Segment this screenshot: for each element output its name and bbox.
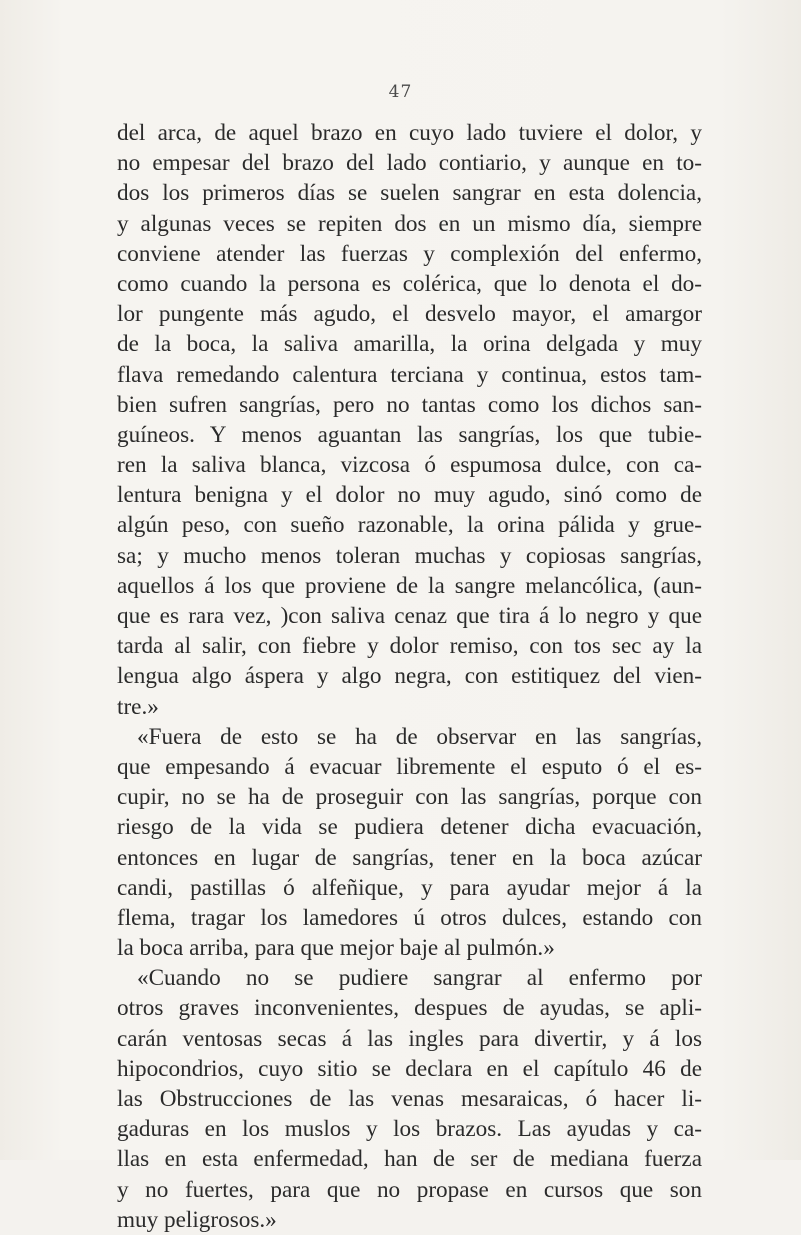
text-line: «Cuando no se pudiere sangrar al enfermo por (137, 965, 702, 992)
body-text (117, 118, 702, 1235)
page-number: 47 (388, 82, 413, 102)
text-line: que es rara vez, )con saliva cenaz que tira á lo negro y que (117, 603, 702, 629)
text-line: del arca, de aquel brazo en cuyo lado tuviere el dolor, y (117, 120, 702, 146)
text-line: flema, tragar los lamedores ú otros dulces, estando con (117, 904, 702, 931)
text-line: lengua algo áspera y algo negra, con estitiquez del vien- (117, 663, 702, 690)
text-line: riesgo de la vida se pudiera detener dicha evacuación, (117, 814, 702, 841)
text-line: sa; y mucho menos toleran muchas y copiosas sangrías, (117, 542, 702, 569)
text-line: lentura benigna y el dolor no muy agudo, sinó como de (117, 482, 702, 509)
text-line: entonces en lugar de sangrías, tener en la boca azúcar (117, 844, 702, 871)
text-line: las Obstrucciones de las venas mesaraicas, ó hacer li- (117, 1086, 702, 1112)
text-line: algún peso, con sueño razonable, la orina pálida y grue- (117, 512, 702, 539)
text-line: que empesando á evacuar libremente el esputo ó el es- (117, 753, 702, 780)
text-line: candi, pastillas ó alfeñique, y para ayudar mejor á la (117, 874, 702, 901)
text-line: bien sufren sangrías, pero no tantas como los dichos san- (117, 391, 702, 418)
text-line: conviene atender las fuerzas y complexión del enfermo, (117, 240, 702, 267)
text-line: carán ventosas secas á las ingles para divertir, y á los (117, 1025, 702, 1052)
text-line: lor pungente más agudo, el desvelo mayor, el amargor (117, 301, 702, 328)
text-line: llas en esta enfermedad, han de ser de mediana fuerza (117, 1146, 702, 1173)
text-line: otros graves inconvenientes, despues de ayudas, se apli- (117, 995, 702, 1022)
text-line: guíneos. Y menos aguantan las sangrías, los que tubie- (117, 421, 702, 448)
text-line: flava remedando calentura terciana y continua, estos tam- (117, 361, 702, 388)
text-line: «Fuera de esto se ha de observar en las sangrías, (137, 723, 702, 750)
text-line: no empesar del brazo del lado contiario, y aunque en to- (117, 150, 702, 177)
text-line: la boca arriba, para que mejor baje al pulmón.» (117, 935, 555, 962)
text-line: dos los primeros días se suelen sangrar en esta dolencia, (117, 180, 702, 207)
text-line: tre.» (117, 693, 159, 720)
text-line: y no fuertes, para que no propase en cursos que son (117, 1176, 702, 1203)
text-line: hipocondrios, cuyo sitio se declara en el capítulo 46 de (117, 1055, 702, 1082)
text-line: aquellos á los que proviene de la sangre melancólica, (aun- (117, 572, 702, 599)
text-line: ren la saliva blanca, vizcosa ó espumosa dulce, con ca- (117, 452, 702, 479)
text-line: tarda al salir, con fiebre y dolor remiso, con tos sec ay la (117, 633, 702, 660)
text-line: de la boca, la saliva amarilla, la orina delgada y muy (117, 331, 702, 358)
text-line: muy peligrosos.» (117, 1206, 277, 1233)
text-line: gaduras en los muslos y los brazos. Las ayudas y ca- (117, 1116, 702, 1143)
text-line: cupir, no se ha de proseguir con las sangrías, porque con (117, 784, 702, 811)
text-line: y algunas veces se repiten dos en un mismo día, siempre (117, 210, 702, 237)
text-line: como cuando la persona es colérica, que lo denota el do- (117, 270, 702, 297)
